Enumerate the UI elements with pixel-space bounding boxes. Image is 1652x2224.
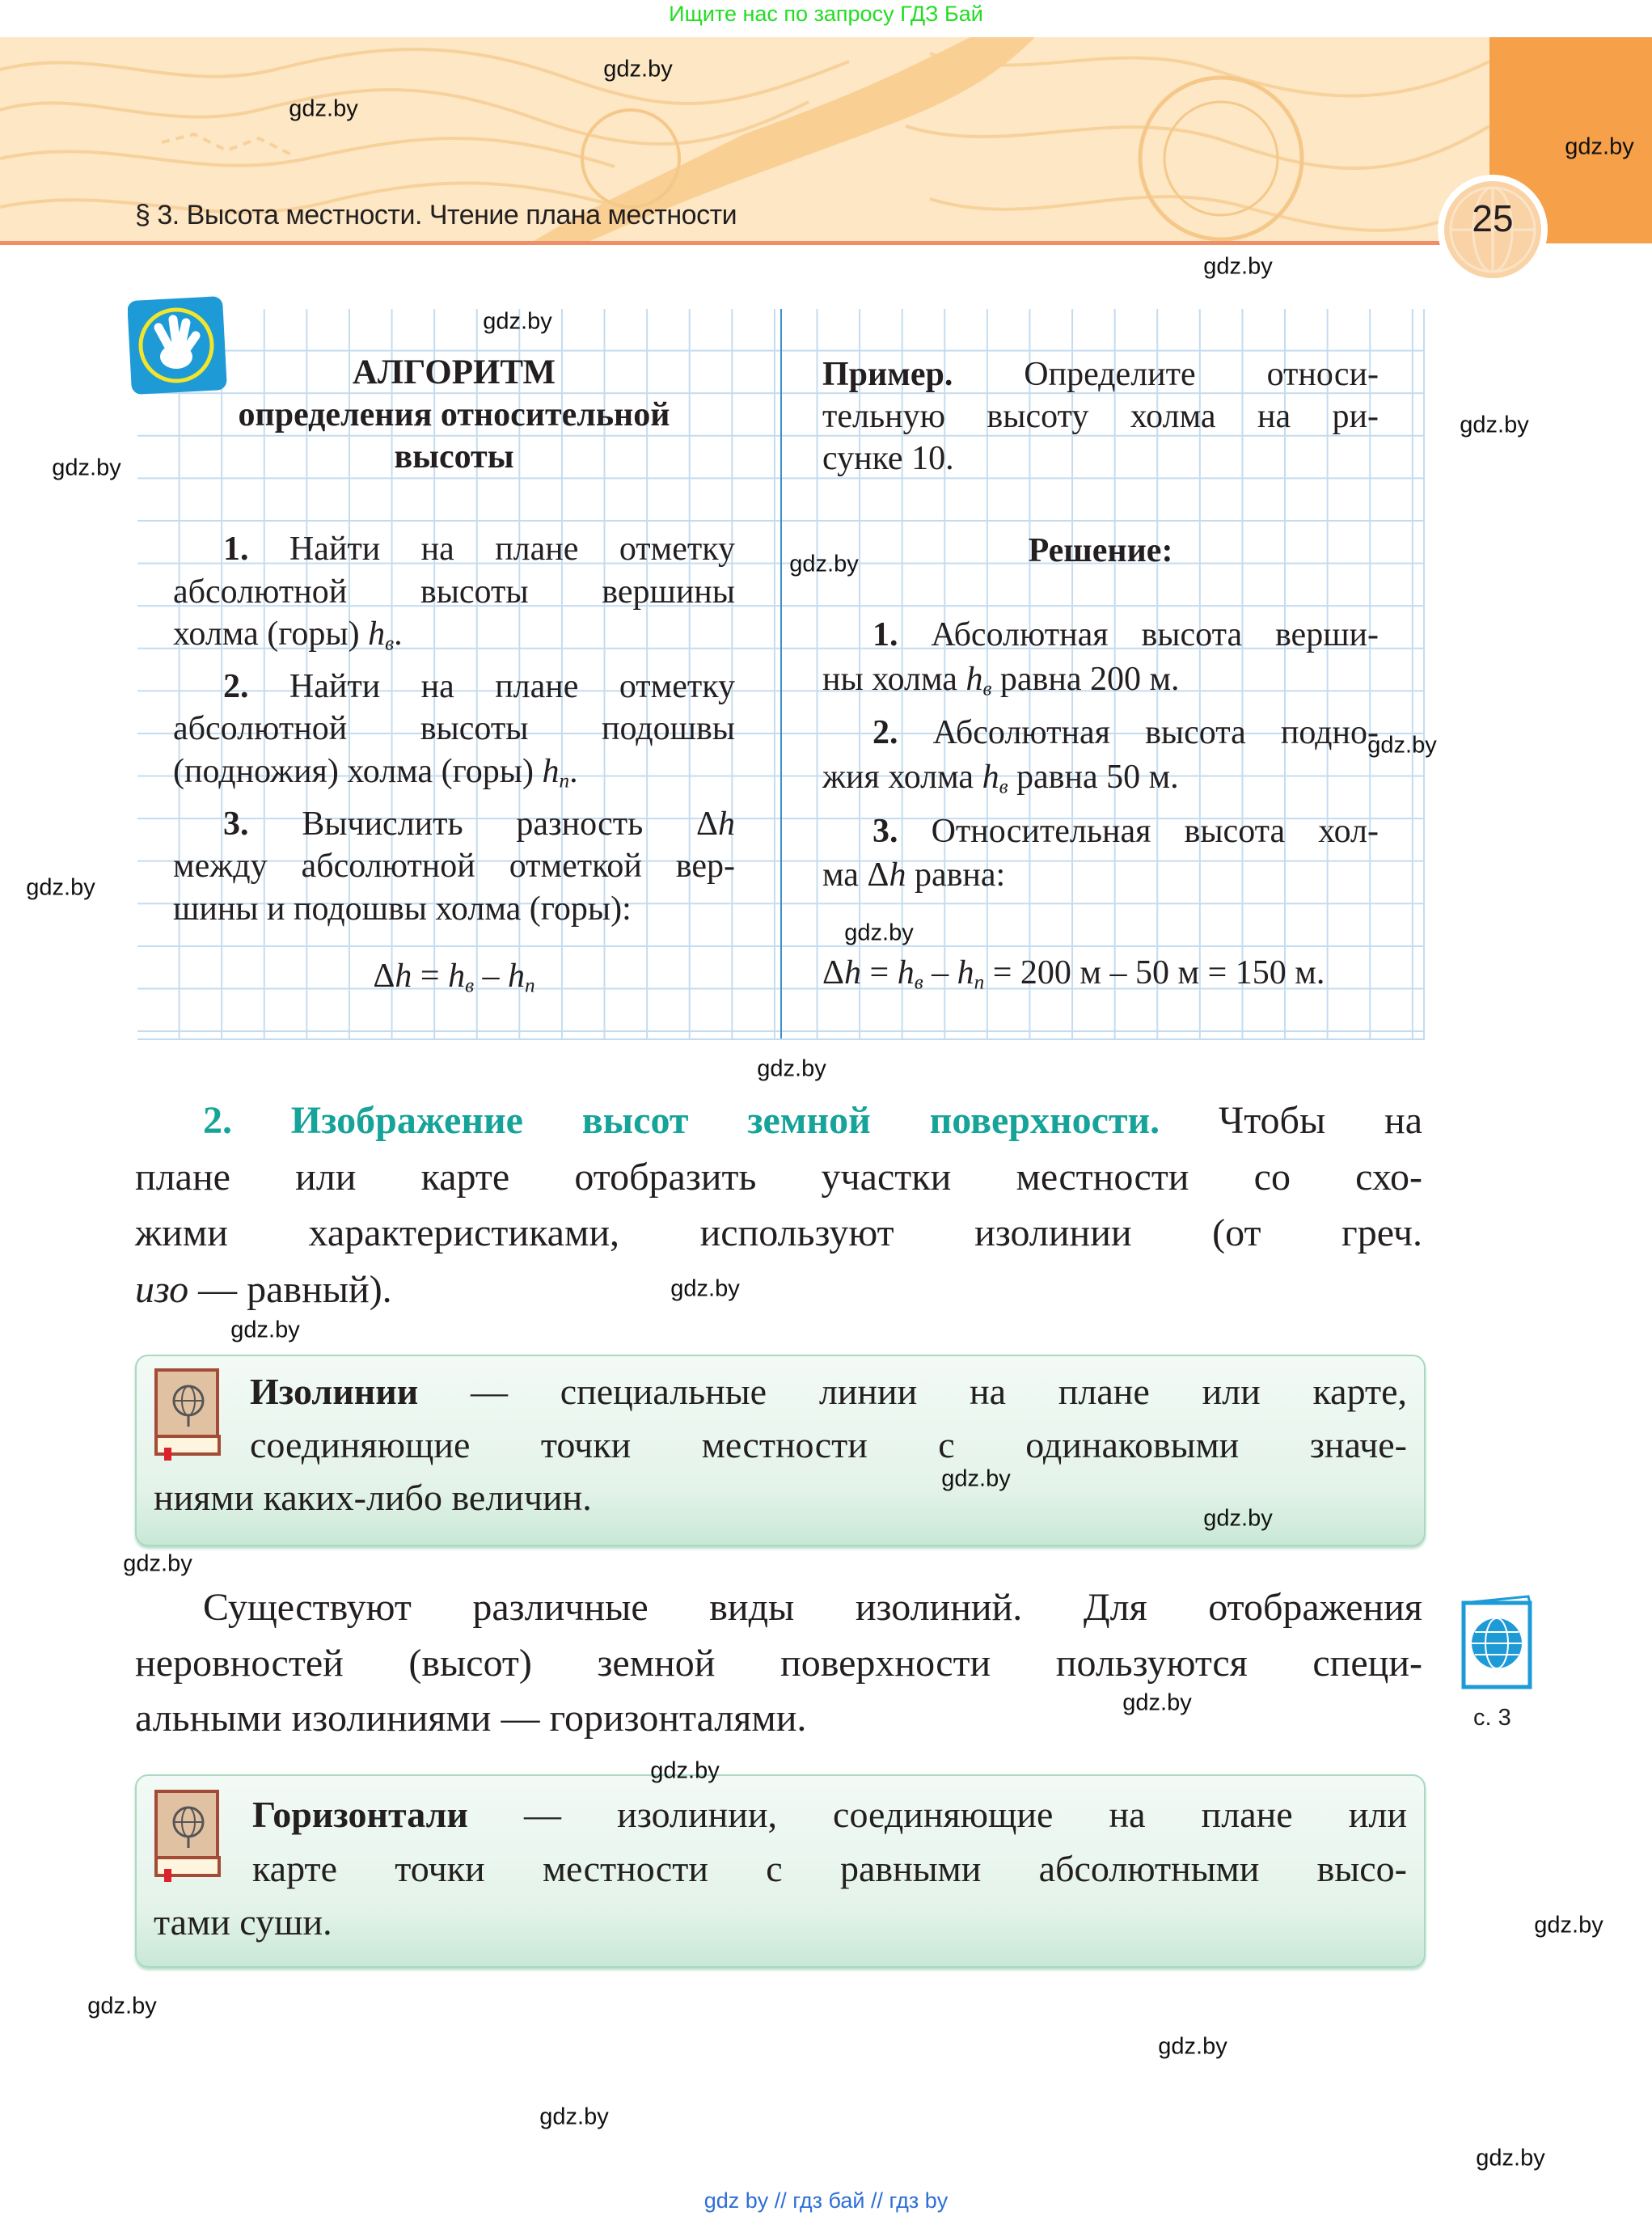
bold-run: Пример. <box>822 356 953 393</box>
section-heading: 2. Изображение высот земной поверхности. <box>203 1099 1160 1142</box>
text-run: — специальные линии на плане или карте, <box>418 1371 1407 1412</box>
text-line <box>822 353 1379 395</box>
text-run: жими характеристиками, используют изолинии (от греч. <box>135 1211 1422 1254</box>
book-globe-icon <box>153 1790 222 1888</box>
solution-steps <box>822 613 1379 898</box>
watermark-text: gdz.by <box>230 1317 300 1343</box>
variable-symbol: h <box>889 856 906 894</box>
math-variable <box>508 958 535 995</box>
section-2-intro <box>135 1093 1422 1317</box>
text-run: равна: <box>906 856 1006 894</box>
text-line <box>822 438 1379 480</box>
text-line <box>173 571 735 614</box>
variable-subscript: в <box>914 971 923 994</box>
text-run: тами суши. <box>154 1901 332 1943</box>
text-line <box>822 952 1388 1004</box>
watermark-text: gdz.by <box>26 874 95 901</box>
text-run: . <box>394 615 403 653</box>
chapter-title: § 3. Высота местности. Чтение плана местности <box>135 200 737 230</box>
text-line <box>135 1149 1422 1206</box>
text-run: – <box>923 954 957 991</box>
text-line <box>822 395 1379 438</box>
variable-symbol: h <box>448 958 466 995</box>
text-line <box>173 708 735 750</box>
text-line <box>154 1365 1407 1419</box>
text-run: Определите относи- <box>953 356 1379 393</box>
text-line <box>822 613 1379 657</box>
watermark-text: gdz.by <box>789 551 859 577</box>
atlas-reference-icon[interactable] <box>1460 1592 1535 1696</box>
text-run: высоты <box>394 438 514 476</box>
italic-term: изо <box>135 1267 189 1311</box>
text-run: абсолютной высоты вершины <box>173 573 735 611</box>
variable-symbol: h <box>395 958 412 995</box>
text-line <box>173 394 735 436</box>
watermark-text: gdz.by <box>941 1465 1011 1492</box>
text-run: Найти на плане отметку <box>248 531 735 568</box>
bold-run: 1. <box>872 616 898 653</box>
paragraph-isoline-types <box>135 1580 1422 1747</box>
text-line <box>135 1205 1422 1262</box>
page-number: 25 <box>1472 197 1514 239</box>
text-run: Δ <box>373 958 395 995</box>
text-run: ма Δ <box>822 856 889 894</box>
text-line <box>154 1419 1407 1472</box>
text-line <box>154 1896 1407 1950</box>
watermark-text: gdz.by <box>1534 1912 1603 1939</box>
text-run: соединяющие точки местности с одинаковыми значе- <box>250 1423 1407 1465</box>
text-run: холма (горы) <box>173 615 369 653</box>
text-run: Относительная высота хол- <box>898 812 1379 850</box>
text-run: (подножия) холма (горы) <box>173 752 543 790</box>
math-variable <box>718 805 735 843</box>
text-run: Найти на плане отметку <box>248 667 735 705</box>
text-run: — изолинии, соединяющие на плане или <box>467 1794 1407 1835</box>
algorithm-title: АЛГОРИТМ <box>352 353 556 391</box>
variable-symbol: h <box>982 758 999 796</box>
text-line <box>135 1262 1422 1318</box>
math-variable <box>982 759 1008 796</box>
variable-symbol: h <box>542 752 560 790</box>
watermark-text: gdz.by <box>1158 2033 1227 2060</box>
variable-subscript: п <box>525 975 535 997</box>
watermark-text: gdz.by <box>844 920 914 946</box>
text-run: ны холма <box>822 660 966 698</box>
variable-subscript: в <box>999 776 1008 798</box>
solution-formula <box>822 952 1388 1004</box>
text-run: альными изолиниями — горизонталями. <box>135 1697 807 1740</box>
math-variable <box>957 954 985 994</box>
text-run: — равный). <box>188 1267 392 1311</box>
watermark-text: gdz.by <box>87 1993 157 2019</box>
watermark-text: gdz.by <box>52 455 121 481</box>
text-line <box>135 1580 1422 1636</box>
watermark-text: gdz.by <box>1367 732 1437 759</box>
search-hint-banner: Ищите нас по запросу ГДЗ Бай <box>669 2 983 26</box>
text-line <box>822 755 1379 810</box>
algorithm-hand-icon <box>128 295 228 400</box>
bold-run: 3. <box>223 805 249 843</box>
text-line <box>822 657 1379 712</box>
text-run: жия холма <box>822 758 982 796</box>
variable-symbol: h <box>368 615 386 653</box>
text-run: Абсолютная высота подно- <box>898 714 1379 752</box>
text-run: сунке 10. <box>822 440 954 477</box>
bold-run: Горизонтали <box>252 1794 468 1835</box>
text-run: шины и подошвы холма (горы): <box>173 890 632 928</box>
text-line <box>154 1788 1407 1842</box>
atlas-page-reference[interactable]: с. 3 <box>1473 1705 1511 1731</box>
definition-box-contours <box>135 1774 1426 1968</box>
bold-run: 3. <box>872 812 898 850</box>
algorithm-grid-panel <box>137 309 1425 1040</box>
text-run: = <box>861 954 898 991</box>
watermark-text: gdz.by <box>757 1055 826 1082</box>
watermark-text: gdz.by <box>483 308 552 335</box>
example-intro <box>822 353 1379 480</box>
text-run: тельную высоту холма на ри- <box>822 398 1379 435</box>
watermark-text: gdz.by <box>1203 253 1273 280</box>
math-variable <box>395 958 412 995</box>
text-run: равна 200 м. <box>991 660 1180 698</box>
text-line <box>135 1093 1422 1149</box>
text-run: равна 50 м. <box>1008 758 1179 796</box>
book-globe-icon <box>153 1368 222 1466</box>
text-run: Существуют различные виды изолиний. Для отображения <box>203 1586 1422 1629</box>
variable-subscript: в <box>982 677 992 700</box>
text-line <box>173 528 735 571</box>
text-line <box>135 1691 1422 1747</box>
bold-run: 2. <box>872 714 898 752</box>
text-run: Вычислить разность Δ <box>248 805 718 843</box>
watermark-text: gdz.by <box>539 2103 609 2130</box>
variable-symbol: h <box>508 958 526 995</box>
watermark-text: gdz.by <box>1476 2145 1545 2171</box>
bold-run: 2. <box>223 667 249 705</box>
text-run: Чтобы на <box>1160 1099 1422 1142</box>
variable-symbol: h <box>844 954 862 991</box>
variable-subscript: п <box>559 770 570 793</box>
algorithm-formula <box>173 955 735 1007</box>
text-run: плане или карте отобразить участки местности со схо- <box>135 1155 1422 1199</box>
text-run: ниями каких-либо величин. <box>154 1477 592 1518</box>
text-line <box>154 1842 1407 1896</box>
text-line <box>822 711 1379 755</box>
definition-contours-text <box>154 1788 1407 1950</box>
text-run: Δ <box>822 954 845 991</box>
watermark-text: gdz.by <box>1565 133 1634 160</box>
math-variable <box>889 856 906 894</box>
text-run: Абсолютная высота верши- <box>898 616 1379 653</box>
text-run: = <box>412 958 449 995</box>
text-line <box>173 750 735 803</box>
math-variable <box>448 958 474 995</box>
text-line <box>173 888 735 931</box>
algorithm-subtitle <box>173 394 735 478</box>
text-line <box>173 436 735 478</box>
text-run: карте точки местности с равными абсолютными высо- <box>252 1847 1407 1889</box>
variable-symbol: h <box>957 954 974 991</box>
text-line <box>173 803 735 846</box>
watermark-text: gdz.by <box>123 1550 192 1577</box>
header-divider <box>0 241 1489 245</box>
watermark-text: gdz.by <box>603 56 673 82</box>
bold-run: Изолинии <box>250 1371 419 1412</box>
text-line <box>822 810 1379 854</box>
math-variable <box>965 661 991 698</box>
text-line <box>822 853 1379 898</box>
column-divider <box>780 309 782 1038</box>
text-line <box>173 613 735 666</box>
math-variable <box>844 954 861 991</box>
variable-symbol: h <box>965 660 983 698</box>
text-line <box>173 955 735 1007</box>
watermark-text: gdz.by <box>1460 412 1529 438</box>
definition-isolines-text <box>154 1365 1407 1524</box>
text-line <box>135 1636 1422 1692</box>
variable-subscript: в <box>385 632 395 655</box>
bold-run: 1. <box>223 531 249 568</box>
watermark-text: gdz.by <box>1203 1505 1273 1532</box>
text-run: неровностей (высот) земной поверхности пользуются специ- <box>135 1641 1422 1685</box>
text-run: = 200 м – 50 м = 150 м. <box>984 954 1325 991</box>
variable-subscript: в <box>465 975 475 997</box>
text-run: абсолютной высоты подошвы <box>173 710 735 748</box>
math-variable <box>542 752 570 793</box>
variable-subscript: п <box>974 971 985 994</box>
text-run: . <box>569 752 578 790</box>
solution-heading: Решение: <box>1028 532 1173 569</box>
math-variable <box>368 615 394 653</box>
watermark-text: gdz.by <box>289 95 358 122</box>
watermark-text: gdz.by <box>650 1757 720 1784</box>
variable-symbol: h <box>718 805 735 843</box>
text-run: – <box>474 958 509 995</box>
watermark-text: gdz.by <box>670 1275 740 1302</box>
text-line <box>173 666 735 708</box>
footer-links[interactable]: gdz by // гдз бай // гдз by <box>703 2188 949 2213</box>
variable-symbol: h <box>897 954 915 991</box>
algorithm-steps <box>173 528 735 930</box>
text-line <box>173 845 735 888</box>
math-variable <box>897 954 923 994</box>
watermark-text: gdz.by <box>1122 1689 1192 1716</box>
page-number-badge <box>1438 175 1548 285</box>
text-run: определения относительной <box>238 396 670 433</box>
text-run: между абсолютной отметкой вер- <box>173 848 735 886</box>
